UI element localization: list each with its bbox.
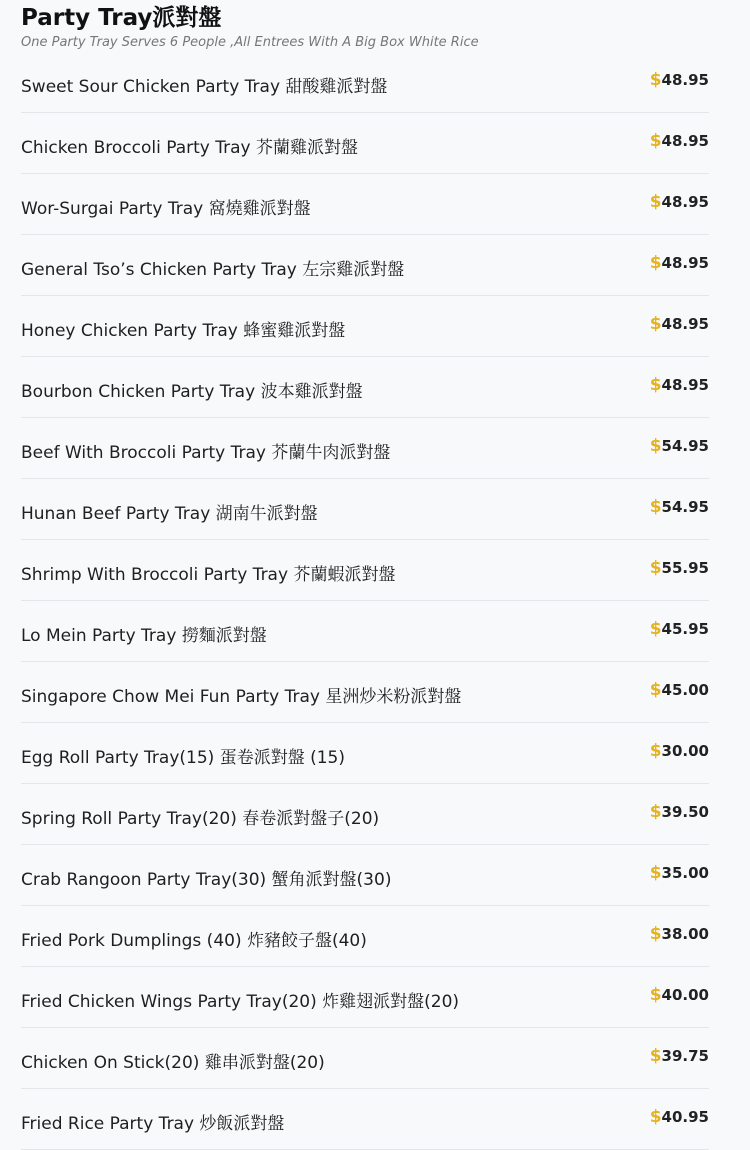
menu-item-price (650, 558, 709, 578)
menu-item-list (21, 52, 709, 1150)
price-amount: 54.95 (661, 437, 709, 455)
price-amount: 38.00 (661, 925, 709, 943)
currency-symbol: $ (649, 253, 662, 273)
price-amount: 45.00 (661, 681, 709, 699)
menu-item[interactable] (21, 418, 709, 479)
menu-item-price (650, 70, 709, 90)
menu-item[interactable] (21, 235, 709, 296)
menu-item-name: Singapore Chow Mei Fun Party Tray 星洲炒米粉派對盤 (21, 687, 462, 707)
menu-item-price (650, 314, 709, 334)
menu-item-price (650, 253, 709, 273)
menu-item[interactable] (21, 1028, 709, 1089)
price-amount: 48.95 (661, 71, 709, 89)
menu-item-price (650, 436, 709, 456)
menu-item-name: Egg Roll Party Tray(15) 蛋卷派對盤 (15) (21, 748, 346, 768)
menu-item-price (650, 1046, 709, 1066)
menu-item-name: Bourbon Chicken Party Tray 波本雞派對盤 (21, 382, 363, 402)
price-amount: 48.95 (661, 376, 709, 394)
currency-symbol: $ (649, 1046, 662, 1066)
price-amount: 55.95 (661, 559, 709, 577)
price-amount: 48.95 (661, 254, 709, 272)
menu-item[interactable] (21, 662, 709, 723)
menu-item-price (650, 375, 709, 395)
section-subtitle: One Party Tray Serves 6 People ,All Entrees With A Big Box White Rice (21, 35, 479, 50)
menu-item[interactable] (21, 540, 709, 601)
menu-item-name: Crab Rangoon Party Tray(30) 蟹角派對盤(30) (21, 870, 392, 890)
price-amount: 40.95 (661, 1108, 709, 1126)
menu-item-name: Chicken On Stick(20) 雞串派對盤(20) (21, 1053, 325, 1073)
menu-item-name: Beef With Broccoli Party Tray 芥蘭牛肉派對盤 (21, 443, 391, 463)
menu-item[interactable] (21, 1089, 709, 1150)
menu-item[interactable] (21, 906, 709, 967)
party-tray-section (21, 0, 709, 1150)
menu-item[interactable] (21, 845, 709, 906)
menu-item[interactable] (21, 967, 709, 1028)
menu-item-name: Wor-Surgai Party Tray 窩燒雞派對盤 (21, 199, 311, 219)
menu-item-name: Chicken Broccoli Party Tray 芥蘭雞派對盤 (21, 138, 358, 158)
price-amount: 35.00 (661, 864, 709, 882)
menu-item-price (650, 802, 709, 822)
menu-item-price (650, 924, 709, 944)
menu-item[interactable] (21, 52, 709, 113)
price-amount: 40.00 (661, 986, 709, 1004)
currency-symbol: $ (649, 558, 662, 578)
menu-item-name: Lo Mein Party Tray 撈麵派對盤 (21, 626, 267, 646)
menu-item[interactable] (21, 601, 709, 662)
price-amount: 39.75 (661, 1047, 709, 1065)
menu-item-name: Sweet Sour Chicken Party Tray 甜酸雞派對盤 (21, 77, 388, 97)
price-amount: 48.95 (661, 132, 709, 150)
currency-symbol: $ (649, 436, 662, 456)
menu-item-name: Fried Pork Dumplings (40) 炸豬餃子盤(40) (21, 931, 367, 951)
menu-item-price (650, 131, 709, 151)
menu-item[interactable] (21, 479, 709, 540)
currency-symbol: $ (649, 802, 662, 822)
menu-item-price (650, 680, 709, 700)
currency-symbol: $ (649, 863, 662, 883)
currency-symbol: $ (649, 741, 662, 761)
menu-item-name: General Tso’s Chicken Party Tray 左宗雞派對盤 (21, 260, 405, 280)
price-amount: 54.95 (661, 498, 709, 516)
currency-symbol: $ (649, 1107, 662, 1127)
currency-symbol: $ (649, 924, 662, 944)
menu-item-price (650, 863, 709, 883)
menu-item-price (650, 741, 709, 761)
menu-item-name: Honey Chicken Party Tray 蜂蜜雞派對盤 (21, 321, 346, 341)
menu-item-name: Fried Rice Party Tray 炒飯派對盤 (21, 1114, 285, 1134)
price-amount: 39.50 (661, 803, 709, 821)
menu-item[interactable] (21, 113, 709, 174)
section-title: Party Tray派對盤 (21, 5, 222, 31)
currency-symbol: $ (649, 985, 662, 1005)
menu-item-price (650, 192, 709, 212)
menu-item[interactable] (21, 174, 709, 235)
currency-symbol: $ (649, 375, 662, 395)
menu-item[interactable] (21, 357, 709, 418)
price-amount: 48.95 (661, 193, 709, 211)
menu-item[interactable] (21, 296, 709, 357)
menu-item-name: Spring Roll Party Tray(20) 春卷派對盤子(20) (21, 809, 380, 829)
currency-symbol: $ (649, 131, 662, 151)
menu-item[interactable] (21, 723, 709, 784)
price-amount: 30.00 (661, 742, 709, 760)
menu-item-price (650, 497, 709, 517)
price-amount: 48.95 (661, 315, 709, 333)
price-amount: 45.95 (661, 620, 709, 638)
currency-symbol: $ (649, 497, 662, 517)
currency-symbol: $ (649, 192, 662, 212)
menu-item-price (650, 1107, 709, 1127)
menu-item-name: Fried Chicken Wings Party Tray(20) 炸雞翅派對盤(20) (21, 992, 460, 1012)
menu-item-price (650, 619, 709, 639)
menu-item-name: Hunan Beef Party Tray 湖南牛派對盤 (21, 504, 318, 524)
currency-symbol: $ (649, 680, 662, 700)
menu-item-name: Shrimp With Broccoli Party Tray 芥蘭蝦派對盤 (21, 565, 396, 585)
menu-item-price (650, 985, 709, 1005)
menu-item[interactable] (21, 784, 709, 845)
currency-symbol: $ (649, 619, 662, 639)
currency-symbol: $ (649, 314, 662, 334)
currency-symbol: $ (649, 70, 662, 90)
